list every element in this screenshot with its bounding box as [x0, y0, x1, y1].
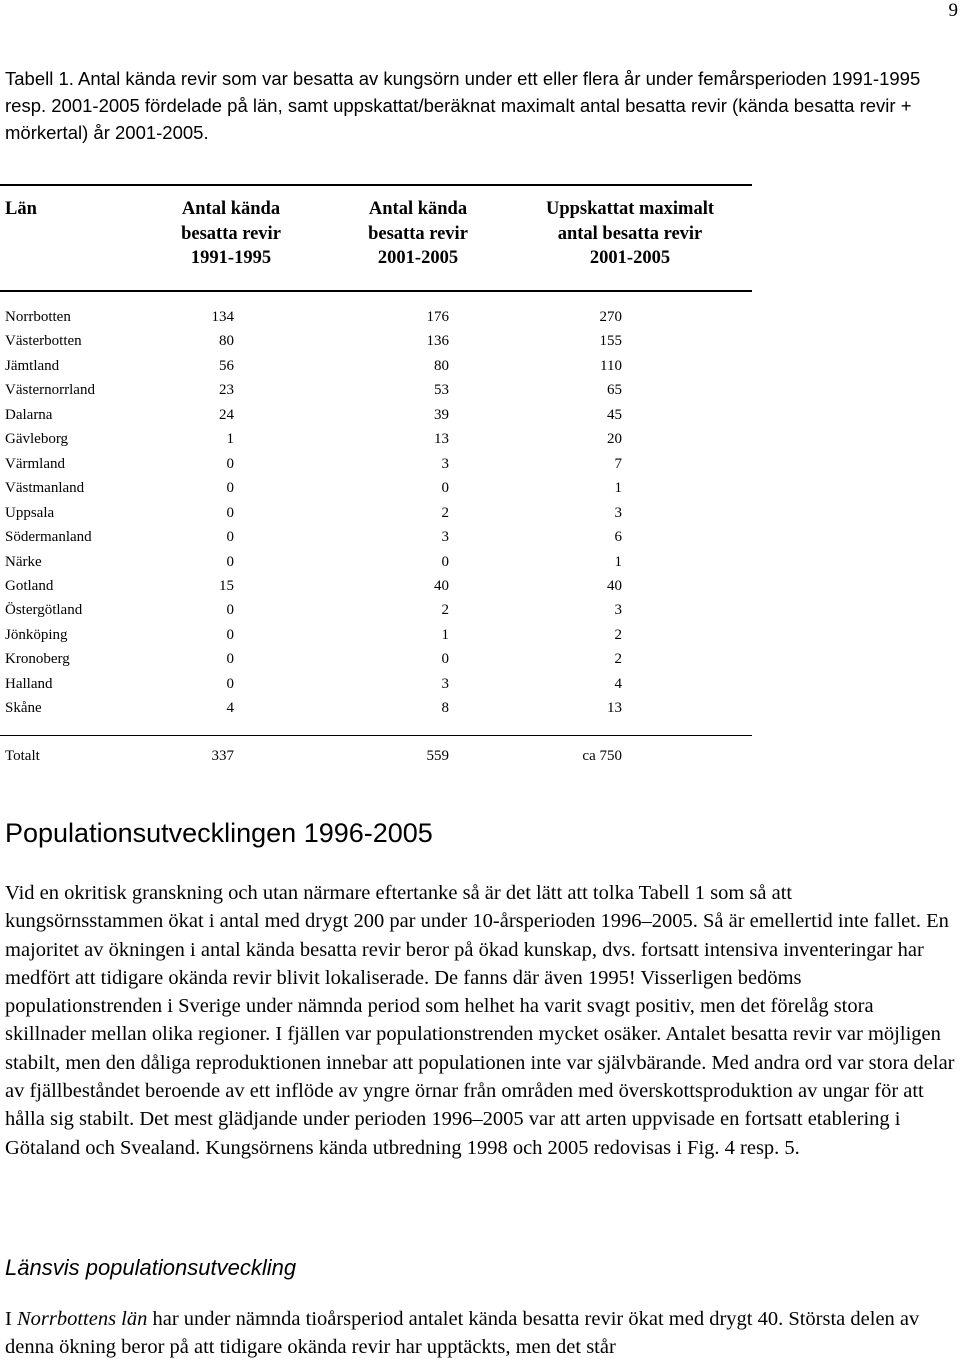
- cell-lan: Västerbotten: [5, 333, 82, 350]
- cell-lan: Västernorrland: [5, 382, 95, 399]
- cell-1991-1995: 4: [226, 700, 234, 717]
- table-row: [0, 574, 760, 598]
- table-row: [0, 305, 760, 329]
- cell-estimated-max: 110: [600, 357, 622, 374]
- paragraph-population-trend: Vid en okritisk granskning och utan närmare eftertanke så är det lätt att tolka Tabell 1 som så att kungsörnsstammen ökat i antal med drygt 200 par under 10-årsperioden 1996–2005. Så är emellertid inte fallet. En majoritet av ökningen i antal kända besatta revir beror på ökad kunskap, dvs. fortsatt intensiva inventeringar har medfört att tidigare okända revir blivit lokaliserade. De fanns där även 1995! Visserligen bedöms populationstrenden i Sverige under nämnda period som helhet ha varit svagt positiv, men det förelåg stora skillnader mellan olika regioner. I fjällen var populationstrenden mycket osäker. Antalet besatta revir var möjligen stabilt, men den dåliga reproduktionen innebar att populationen inte var självbärande. Med andra ord var stora delar av fjällbeståndet beroende av ett inflöde av yngre örnar från områden med överskottsproduktion av ungar för att hålla sig stabilt. Det mest glädjande under perioden 1996–2005 var att arten uppvisade en fortsatt etablering i Götaland och Svealand. Kungsörnens kända utbredning 1998 och 2005 redovisas i Fig. 4 resp. 5.: [5, 882, 955, 1159]
- cell-estimated-max: 2: [614, 626, 622, 643]
- header-col-1991-1995: Antal kända besatta revir 1991-1995: [181, 199, 281, 268]
- table-row: [0, 403, 760, 427]
- total-rule: [0, 735, 752, 736]
- cell-1991-1995: 15: [219, 577, 234, 594]
- table-row: [0, 476, 760, 500]
- cell-2001-2005: 80: [434, 357, 449, 374]
- cell-2001-2005: 3: [441, 455, 449, 472]
- cell-1991-1995: 0: [226, 504, 234, 521]
- table-row-total: [0, 744, 760, 768]
- cell-1991-1995: 0: [226, 455, 234, 472]
- table-row: [0, 378, 760, 402]
- cell-1991-1995: 0: [226, 480, 234, 497]
- cell-1991-1995: 24: [219, 406, 234, 423]
- cell-estimated-max: 270: [599, 309, 622, 325]
- paragraph-rest: har under nämnda tioårsperiod antalet kända besatta revir ökat med drygt 40. Största delen av denna ökning beror på att tidigare okända revir har upptäckts, men det står: [5, 1308, 920, 1359]
- cell-lan: Västmanland: [5, 480, 85, 497]
- cell-lan: Värmland: [5, 455, 65, 472]
- cell-estimated-max: 7: [614, 455, 622, 472]
- table-row: [0, 598, 760, 622]
- cell-estimated-max: 45: [607, 406, 622, 423]
- cell-2001-2005: 2: [441, 504, 449, 521]
- table-row: [0, 525, 760, 549]
- cell-lan: Södermanland: [5, 529, 92, 546]
- cell-lan: Kronoberg: [5, 651, 70, 668]
- table-row: [0, 452, 760, 476]
- table-row: [0, 354, 760, 378]
- cell-1991-1995: 0: [226, 651, 234, 668]
- header-lan: Län: [5, 199, 37, 219]
- header-col-estimated-max: Uppskattat maximalt antal besatta revir 2001-2005: [545, 199, 715, 268]
- cell-lan: Skåne: [5, 700, 42, 717]
- cell-estimated-max: 6: [614, 529, 622, 546]
- cell-estimated-max: 4: [614, 675, 622, 692]
- cell-estimated-max: 40: [607, 577, 622, 594]
- cell-2001-2005: 0: [441, 553, 449, 570]
- header-bottom-rule: [0, 290, 752, 292]
- cell-2001-2005: 8: [441, 700, 449, 717]
- cell-estimated-max: 20: [607, 431, 622, 448]
- table-caption: Tabell 1. Antal kända revir som var besatta av kungsörn under ett eller flera år under femårsperioden 1991-1995 resp. 2001-2005 fördelade på län, samt uppskattat/beräknat maximalt antal besatta revir (kända besatta revir + mörkertal) år 2001-2005.: [5, 68, 921, 143]
- table-top-rule: [0, 184, 752, 186]
- cell-lan: Östergötland: [5, 602, 83, 619]
- cell-1991-1995: 80: [219, 333, 234, 350]
- table-row: [0, 427, 760, 451]
- cell-1991-1995: 134: [211, 309, 234, 325]
- cell-estimated-max: 155: [599, 333, 622, 350]
- paragraph-emphasis: Norrbottens län: [16, 1308, 148, 1330]
- cell-lan: Gävleborg: [5, 431, 69, 448]
- cell-lan: Norrbotten: [5, 309, 71, 325]
- table-row: [0, 550, 760, 574]
- total-value-estimated-max: ca 750: [582, 748, 622, 764]
- cell-lan: Gotland: [5, 577, 54, 594]
- cell-2001-2005: 136: [426, 333, 449, 350]
- cell-2001-2005: 1: [441, 626, 449, 643]
- total-label: Totalt: [5, 748, 40, 764]
- table-row: [0, 501, 760, 525]
- table-row: [0, 623, 760, 647]
- cell-2001-2005: 2: [441, 602, 449, 619]
- cell-1991-1995: 23: [219, 382, 234, 399]
- cell-2001-2005: 0: [441, 480, 449, 497]
- table-row: [0, 329, 760, 353]
- cell-estimated-max: 13: [607, 700, 622, 717]
- cell-2001-2005: 3: [441, 529, 449, 546]
- paragraph-prefix: I: [5, 1308, 17, 1330]
- cell-1991-1995: 0: [226, 553, 234, 570]
- cell-1991-1995: 1: [226, 431, 234, 448]
- cell-1991-1995: 0: [226, 626, 234, 643]
- cell-lan: Jönköping: [5, 626, 68, 643]
- cell-lan: Dalarna: [5, 406, 53, 423]
- section-heading: Populationsutvecklingen 1996-2005: [5, 818, 433, 848]
- cell-lan: Halland: [5, 675, 53, 692]
- cell-1991-1995: 0: [226, 675, 234, 692]
- table-row: [0, 647, 760, 671]
- cell-lan: Jämtland: [5, 357, 60, 374]
- cell-estimated-max: 3: [614, 602, 622, 619]
- cell-2001-2005: 0: [441, 651, 449, 668]
- table-row: [0, 696, 760, 720]
- cell-2001-2005: 53: [434, 382, 449, 399]
- cell-2001-2005: 40: [434, 577, 449, 594]
- cell-2001-2005: 13: [434, 431, 449, 448]
- cell-estimated-max: 3: [614, 504, 622, 521]
- cell-estimated-max: 65: [607, 382, 622, 399]
- page-number: 9: [948, 0, 958, 21]
- total-value-1991-1995: 337: [211, 748, 234, 764]
- header-col-2001-2005: Antal kända besatta revir 2001-2005: [368, 199, 468, 268]
- cell-1991-1995: 0: [226, 529, 234, 546]
- cell-estimated-max: 2: [614, 651, 622, 668]
- cell-1991-1995: 56: [219, 357, 234, 374]
- cell-lan: Närke: [5, 553, 42, 570]
- subheading: Länsvis populationsutveckling: [5, 1255, 297, 1280]
- cell-2001-2005: 176: [426, 309, 449, 325]
- cell-estimated-max: 1: [614, 553, 622, 570]
- paragraph-norrbotten: [5, 1305, 955, 1362]
- cell-2001-2005: 39: [434, 406, 449, 423]
- table-row: [0, 672, 760, 696]
- cell-2001-2005: 3: [441, 675, 449, 692]
- cell-1991-1995: 0: [226, 602, 234, 619]
- total-value-2001-2005: 559: [426, 748, 449, 764]
- cell-lan: Uppsala: [5, 504, 55, 521]
- cell-estimated-max: 1: [614, 480, 622, 497]
